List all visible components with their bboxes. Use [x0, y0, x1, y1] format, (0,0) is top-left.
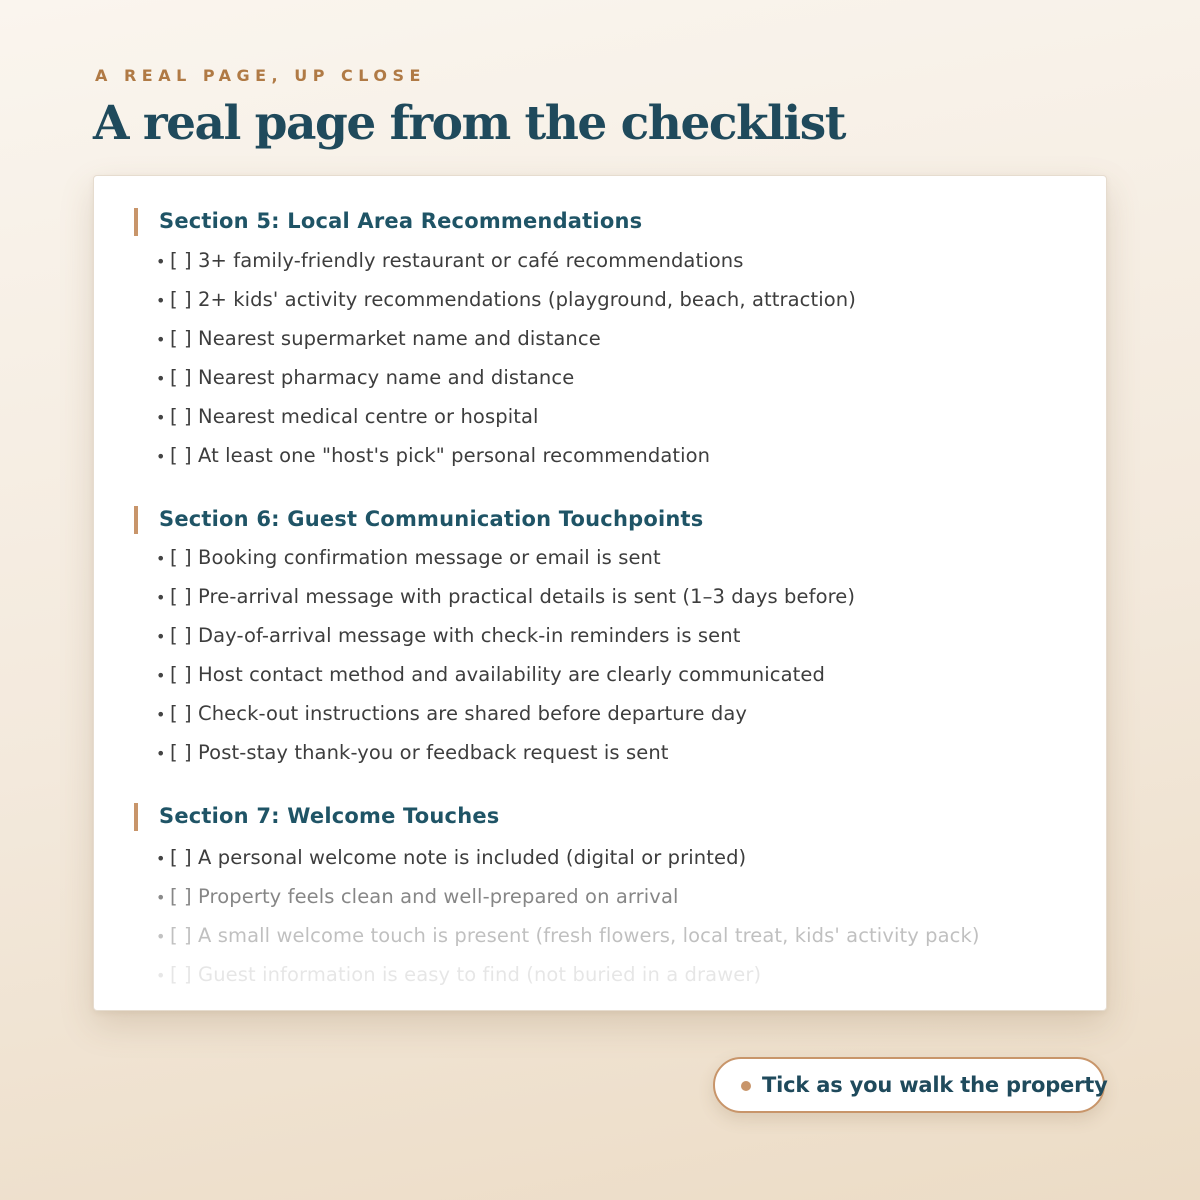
bullet-icon: •	[156, 927, 166, 946]
checklist-item-text: [ ] 2+ kids' activity recommendations (playground, beach, attraction)	[170, 288, 856, 311]
checklist-item	[156, 404, 856, 443]
checklist-items	[156, 845, 980, 1001]
checklist-item-text: [ ] Booking confirmation message or email is sent	[170, 546, 661, 569]
section-title: Section 7: Welcome Touches	[159, 804, 500, 828]
checklist-item-text: [ ] Pre-arrival message with practical details is sent (1–3 days before)	[170, 585, 856, 608]
bullet-icon: •	[156, 705, 166, 724]
bullet-icon: •	[156, 966, 166, 985]
section-heading	[94, 505, 1106, 535]
checklist-item	[156, 248, 856, 287]
checklist-item	[156, 962, 980, 1001]
checklist-item	[156, 365, 856, 404]
checklist-item-text: [ ] Nearest medical centre or hospital	[170, 405, 539, 428]
tip-badge	[713, 1057, 1108, 1113]
bullet-icon: •	[156, 744, 166, 763]
bullet-icon: •	[156, 888, 166, 907]
checklist-page-card	[93, 175, 1107, 1011]
checklist-item-text: [ ] A small welcome touch is present (fresh flowers, local treat, kids' activity pack)	[170, 924, 980, 947]
bullet-icon: •	[156, 408, 166, 427]
section-accent-bar	[134, 506, 138, 534]
checklist-item	[156, 326, 856, 365]
bullet-icon: •	[156, 291, 166, 310]
checklist-item-text: [ ] Property feels clean and well-prepared on arrival	[170, 885, 679, 908]
bullet-icon: •	[156, 849, 166, 868]
bullet-icon: •	[156, 549, 166, 568]
checklist-item-text: [ ] Check-out instructions are shared before departure day	[170, 702, 748, 725]
section-accent-bar	[134, 208, 138, 236]
bullet-icon: •	[156, 252, 166, 271]
checklist-item	[156, 623, 855, 662]
section-title: Section 5: Local Area Recommendations	[159, 209, 643, 233]
checklist-section-5	[94, 207, 1106, 467]
bullet-icon: •	[156, 627, 166, 646]
section-accent-bar	[134, 803, 138, 831]
checklist-item-text: [ ] Guest information is easy to find (not buried in a drawer)	[170, 963, 762, 986]
checklist-item	[156, 884, 980, 923]
section-title: Section 6: Guest Communication Touchpoints	[159, 507, 704, 531]
checklist-item-text: [ ] 3+ family-friendly restaurant or café recommendations	[170, 249, 744, 272]
checklist-item	[156, 287, 856, 326]
checklist-item	[156, 443, 856, 482]
tip-badge-label: Tick as you walk the property	[762, 1073, 1108, 1097]
checklist-item	[156, 845, 980, 884]
checklist-item	[156, 662, 855, 701]
checklist-items	[156, 545, 855, 779]
bullet-icon: •	[156, 588, 166, 607]
eyebrow-label: A REAL PAGE, UP CLOSE	[95, 66, 426, 85]
checklist-item-text: [ ] Host contact method and availability are clearly communicated	[170, 663, 825, 686]
checklist-section-6	[94, 505, 1106, 764]
checklist-section-7	[94, 802, 1106, 986]
checklist-item-text: [ ] At least one "host's pick" personal recommendation	[170, 444, 711, 467]
checklist-item-text: [ ] Nearest pharmacy name and distance	[170, 366, 575, 389]
bullet-icon: •	[156, 330, 166, 349]
section-heading	[94, 207, 1106, 237]
checklist-item-text: [ ] A personal welcome note is included (digital or printed)	[170, 846, 747, 869]
dot-icon	[741, 1081, 751, 1091]
bullet-icon: •	[156, 666, 166, 685]
page-title: A real page from the checklist	[93, 96, 845, 151]
checklist-item	[156, 584, 855, 623]
checklist-item	[156, 545, 855, 584]
bullet-icon: •	[156, 369, 166, 388]
checklist-item-text: [ ] Day-of-arrival message with check-in reminders is sent	[170, 624, 741, 647]
bullet-icon: •	[156, 447, 166, 466]
checklist-item-text: [ ] Post-stay thank-you or feedback request is sent	[170, 741, 669, 764]
checklist-item	[156, 740, 855, 779]
checklist-item	[156, 701, 855, 740]
checklist-items	[156, 248, 856, 482]
section-heading	[94, 802, 1106, 832]
checklist-item	[156, 923, 980, 962]
checklist-item-text: [ ] Nearest supermarket name and distance	[170, 327, 601, 350]
